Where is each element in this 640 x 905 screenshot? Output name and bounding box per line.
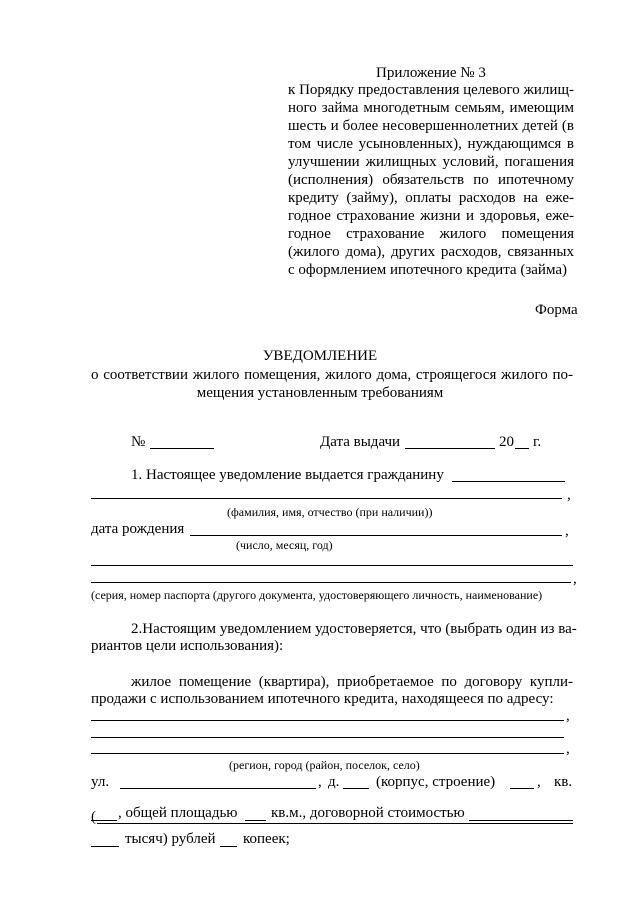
section2-line1: 2.Настоящим уведомлением удостоверяется, что (выбрать один из ва-	[131, 621, 577, 637]
year-field[interactable]	[515, 448, 529, 449]
option-line1: жилое помещение (квартира), приобретаемое по договору купли-	[131, 674, 573, 690]
issue-date-label: Дата выдачи	[320, 434, 401, 450]
appendix-line: (жилого дома), других расходов, связанных	[288, 244, 574, 260]
comma: ,	[318, 774, 322, 790]
passport-field-line2[interactable]	[91, 582, 571, 583]
comma: ,	[573, 571, 577, 587]
section1-text: 1. Настоящее уведомление выдается гражданину	[131, 467, 444, 483]
street-label: ул.	[91, 774, 110, 790]
appendix-line: годное страхование жизни и здоровья, еже-	[288, 208, 574, 224]
address-field-line1[interactable]	[91, 720, 564, 721]
document-subtitle-line2: мещения установленным требованиям	[196, 385, 444, 401]
appendix-line: с оформлением ипотечного кредита (займа)	[288, 262, 567, 278]
comma: ,	[566, 741, 570, 757]
kopeck-text: копеек;	[243, 831, 290, 847]
number-field[interactable]	[150, 448, 214, 449]
kopeck-field[interactable]	[220, 846, 237, 847]
comma: ,	[567, 487, 571, 503]
citizen-field-start[interactable]	[452, 481, 565, 482]
sqm-text: кв.м., договорной стоимостью	[271, 805, 465, 821]
form-label: Форма	[535, 302, 578, 318]
appendix-line: ного займа многодетным семьям, имеющим	[288, 100, 574, 116]
appendix-number: Приложение № 3	[376, 65, 486, 81]
fio-caption: (фамилия, имя, отчество (при наличии))	[227, 505, 433, 519]
document-title: УВЕДОМЛЕНИЕ	[262, 348, 378, 364]
passport-field-line1[interactable]	[91, 565, 573, 566]
open-paren: (	[91, 809, 96, 825]
region-caption: (регион, город (район, поселок, село)	[229, 758, 420, 772]
section2-line2: риантов цели использования):	[91, 638, 284, 654]
area-text: , общей площадью	[118, 805, 238, 821]
comma: ,	[537, 774, 541, 790]
document-subtitle-line1: о соответствии жилого помещения, жилого дома, строящегося жилого по-	[91, 367, 573, 383]
comma: ,	[566, 708, 570, 724]
citizen-name-field[interactable]	[91, 498, 562, 499]
building-field[interactable]	[510, 788, 534, 789]
year-suffix: г.	[533, 434, 542, 450]
thousand-text: тысяч) рублей	[125, 831, 216, 847]
area-field[interactable]	[245, 820, 266, 821]
address-field-line3[interactable]	[91, 753, 564, 754]
appendix-line: кредиту (займу), оплаты расходов на еже-	[288, 190, 574, 206]
appendix-reference	[288, 81, 574, 279]
house-label: д.	[328, 774, 340, 790]
appendix-line: (исполнения) обязательств по ипотечному	[288, 172, 574, 188]
appendix-line: шесть и более несовершеннолетних детей (в	[288, 118, 574, 134]
flat-label: кв.	[554, 774, 573, 790]
appendix-line: том числе усыновленных), нуждающимся в	[288, 136, 574, 152]
passport-caption: (серия, номер паспорта (другого документа, удостоверяющего личность, наименование)	[91, 588, 543, 602]
date-caption: (число, месяц, год)	[236, 538, 333, 552]
appendix-line: годное страхование жилого помещения	[288, 226, 574, 242]
building-label: (корпус, строение)	[376, 774, 496, 790]
number-label: №	[131, 434, 146, 450]
year-prefix: 20	[499, 434, 514, 450]
thousands-field[interactable]	[91, 846, 119, 847]
price-field[interactable]	[469, 820, 573, 821]
birth-date-label: дата рождения	[91, 521, 185, 537]
appendix-line: улучшении жилищных условий, погашения	[288, 154, 574, 170]
issue-date-field[interactable]	[405, 448, 495, 449]
house-field[interactable]	[343, 788, 369, 789]
appendix-line: к Порядку предоставления целевого жилищ-	[288, 82, 574, 98]
price-words-field[interactable]	[97, 823, 573, 824]
address-field-line2[interactable]	[91, 737, 564, 738]
street-field[interactable]	[120, 788, 316, 789]
comma: ,	[565, 523, 569, 539]
option-line2: продажи с использованием ипотечного кредита, находящееся по адресу:	[91, 691, 554, 707]
birth-date-field[interactable]	[190, 535, 562, 536]
